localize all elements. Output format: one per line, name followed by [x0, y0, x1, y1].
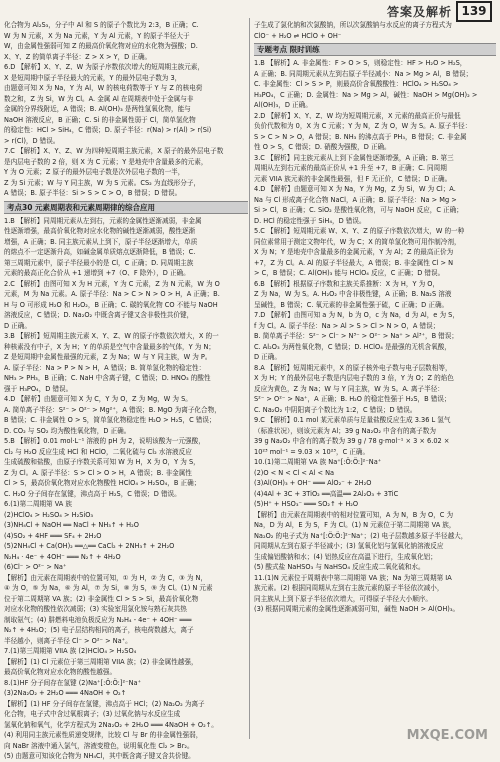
right-column-line: (3)Al(OH)₃ + OH⁻ ═══ AlO₂⁻ + 2H₂O [254, 479, 372, 487]
right-column-line: (5)H⁺ + HSO₃⁻ ═══ SO₂↑ + H₂O [254, 500, 359, 508]
right-column-line: 元素 VIIA 族元素的非金属性最强，但 F 无正价，C 错误；D 正确。 [254, 174, 452, 183]
left-column-line: W 为 N 元素，X 为 Na 元素，Y 为 Al 元素，Y 的原子半径大于 [4, 31, 190, 40]
left-column-line: 元素，M 为 Na 元素。A. 原子半径：Na > C > N > O > H，A 正确；B. [4, 290, 220, 298]
left-column-line: 5.B 【解析】0.01 mol·L⁻¹ 溶液的 pH 为 2，说明该酸为一元强酸， [4, 437, 205, 445]
right-column-line: Na 与 Cl 形成离子化合物 NaCl，A 正确；B. 原子半径：Na > Mg > [254, 195, 457, 204]
right-column-line: C. Na₂O₂ 中阴阳离子个数比为 1:2，C 错误；D 错误。 [254, 405, 417, 414]
left-column-line: 第三周期元素中，原子半径最小的是 Cl，C 正确；D. 同周期主族 [4, 258, 194, 267]
left-column-line: ④ 为 O，⑤ 为 Na，⑥ 为 Al，⑦ 为 Si，⑧ 为 S，⑨ 为 Cl。(1) N 元素 [4, 584, 213, 592]
right-column-line: 呈碱性，B 错误；C. 氧元素的非金属性强于硫，C 正确；D 正确。 [254, 300, 449, 309]
left-column-line: W，由金属性强弱可知 Z 的最高价氧化物对应的水化物为强酸；D. [4, 42, 198, 50]
left-column-line: 制取氨气；(4) 肼燃料电池负极反应为 N₂H₄ - 4e⁻ + 4OH⁻ ═══ [4, 615, 192, 624]
right-column-line: 族元素。(2) 根据同周期从左到右主族元素的原子半径依次减小， [254, 584, 444, 592]
right-column-line: C. 非金属性：Cl > S > P，则最高价含氧酸酸性：HClO₄ > H₂SO₄ > [254, 80, 459, 88]
left-column-line: 种核素没有中子，X 为 H；Y 的单质是空气中含量最多的气体，Y 为 N； [4, 342, 215, 351]
right-column-line: D. HCl 的稳定性强于 SiH₄，D 错误。 [254, 216, 366, 225]
left-column-line: 【解析】(1) HF 分子间存在氢键，沸点高于 HCl；(2) Na₂O₂ 为离子 [4, 699, 205, 708]
left-column-line: 1.B 【解析】同周期元素从左到右，元素的金属性逐渐减弱，非金属 [4, 216, 202, 225]
left-column-line: NH₃ > PH₃，B 正确；C. NaH 中含离子键，C 错误；D. HNO₃ 的酸性 [4, 374, 211, 382]
right-column-line: Al(OH)₃，D 正确。 [254, 101, 312, 109]
right-column-line: 8.A 【解析】短周期元素中，X 的原子核外电子数与电子层数相等， [254, 363, 452, 372]
left-column [4, 20, 248, 760]
right-column-line: 同位素常用于测定文物年代，W 为 C；X 的简单氢化物可用作制冷剂， [254, 237, 461, 246]
left-column-line: Cl > S，最高价氧化物对应水化物酸性 HClO₄ > H₂SO₄，B 正确； [4, 479, 201, 487]
watermark-logo: MXQE.COM [406, 728, 488, 743]
section-heading: 考点30 元素周期表和元素周期律的综合应用 [4, 201, 248, 214]
right-column-line: 9.C 【解析】0.1 mol 某元素单质与足量盐酸反应生成 3.36 L 氢气 [254, 416, 451, 424]
left-column-line: > r(Cl)，D 错误。 [4, 136, 60, 145]
left-column-line: 溶液反应，C 错误；D. Na₂O₂ 中既含离子键又含非极性共价键， [4, 311, 194, 319]
left-column-line: 3.B 【解析】短周期主族元素 X、Y、Z、W 的原子序数依次增大，X 的一 [4, 332, 219, 340]
left-column-line: 8.(1)HF 分子间存在氢键 (2)Na⁺[:Ö:Ö:]²⁻Na⁺ [4, 678, 142, 687]
right-column-line: 4.D 【解析】由题意可知 X 为 Na，Y 为 Mg，Z 为 Si，W 为 Cl；A. [254, 185, 456, 193]
left-column-line: A. 原子半径：Na > P > N > H，A 错误；B. 简单氢化物的稳定性： [4, 363, 206, 372]
right-column-line: S²⁻ > O²⁻ > Na⁺，A 正确；B. H₂O 的稳定性强于 H₂S，B 错误； [254, 395, 451, 403]
left-column-line: (5)2NH₄Cl + Ca(OH)₂ ══△══ CaCl₂ + 2NH₃↑ + 2H₂O [4, 542, 175, 550]
right-column-line: 【解析】由元素在周期表中的相对位置可知，A 为 N，B 为 O，C 为 [254, 510, 454, 519]
left-column-line: 性逐渐增强，最高价氧化物对应水化物的碱性逐渐减弱，酸性逐渐 [4, 227, 196, 235]
left-column-line: 数之和，Z 为 Si，W 为 Cl。A. 金属 Al 在周期表中处于金属与非 [4, 94, 194, 103]
left-column-line: 2.C 【解析】由图可知 X 为 H 元素，Y 为 C 元素，Z 为 N 元素，W 为 O [4, 279, 220, 288]
left-column-line: 增强，A 正确；B. 同主族元素从上到下，原子半径逐渐增大，单质 [4, 237, 198, 246]
right-column-line: X 为 H；Y 的最外层电子数是内层电子数的 3 倍，Y 为 O；Z 的焰色 [254, 374, 454, 382]
right-column-line: Z 为 Na，W 为 S。A. H₂O₂ 中含非极性键，A 正确；B. Na₂S 溶液 [254, 290, 452, 298]
right-column-line: (2)O < N < Cl < Al < Na [254, 468, 335, 477]
left-column-line: C. H₂O 分子间存在氢键，沸点高于 H₂S，C 错误；D 错误。 [4, 489, 181, 498]
left-column-line: (4)SO₂ + 4HF ═══ SF₄ + 2H₂O [4, 531, 102, 540]
section-heading: 专题考点 限时训练 [254, 43, 496, 56]
right-column-line: (4)4Al + 3C + 3TiO₂ ══高温══ 2Al₂O₃ + 3TiC [254, 489, 399, 498]
column-divider [249, 18, 250, 739]
left-column-line: D. CO₂ 与 SO₂ 均为酸性氧化物，D 正确。 [4, 426, 131, 435]
left-column-line: 生成硫酸和盐酸，由原子序数关系可知 W 为 H，X 为 O，Y 为 S， [4, 458, 200, 466]
left-column-line: 对应水化物的酸性依次减弱；(3) 实验室用氯化铵与熟石灰共热 [4, 605, 187, 613]
left-column-line: 6.(1)第二周期第 VA 族 [4, 500, 72, 508]
left-column-line: 的熔点不一定逐渐升高，如碱金属单质熔点逐渐降低，B 错误；C. [4, 248, 196, 256]
right-column-line: 2.D 【解析】X、Y、Z、W 均为短周期元素，X 元素的最高正价与最低 [254, 111, 461, 120]
left-column-line: 氢氧化钠和氧气，化学方程式为 2Na₂O₂ + 2H₂O ═══ 4NaOH + O₂↑。 [4, 720, 218, 729]
left-column-line: 4.D 【解析】由题意可知 X 为 C，Y 为 O，Z 为 Mg，W 为 S。 [4, 395, 192, 403]
left-column-line: 元素的最高正化合价从 +1 递增到 +7（O、F 除外），D 正确。 [4, 269, 190, 277]
left-column-line: A. 简单离子半径：S²⁻ > O²⁻ > Mg²⁺，A 错误；B. MgO 为离子化合物， [4, 405, 221, 414]
left-column-line: (2)HClO₄ > H₂SO₄ > H₂SiO₃ [4, 510, 94, 519]
right-column-line: 同主族从上到下原子半径依次增大，可得原子半径大小顺序。 [254, 594, 433, 603]
right-column-line: A 正确；B. 同周期元素从左到右原子半径减小：Na > Mg > Al，B 错误； [254, 69, 473, 78]
right-column [254, 20, 496, 741]
left-column-line: 【解析】(1) Cl 元素位于第三周期第 VIIA 族；(2) 非金属性越强， [4, 657, 198, 666]
right-column-line: 11.(1)N 元素位于周期表中第二周期第 VA 族；Na 为第三周期第 IA [254, 573, 452, 582]
right-column-line: X 为 N；Y 是地壳中含量最多的金属元素，Y 为 Al；Z 的最高正价为 [254, 248, 454, 256]
left-column-line: Z 是短周期中金属性最强的元素，Z 为 Na；W 与 Y 同主族，W 为 P。 [4, 353, 212, 361]
right-column-line: 10.(1)第二周期第 VA 族 Na⁺[:Ö:Ö:]²⁻Na⁺ [254, 458, 382, 466]
left-column-line: (4) 利用同主族元素性质递变规律，比较 Cl 与 Br 的非金属性强弱， [4, 731, 203, 739]
left-column-line: Z 为 Si 元素；W 与 Y 同主族，W 为 S 元素。CS₂ 为直线形分子， [4, 178, 201, 187]
left-column-line: 7.C 【解析】X、Y、Z、W 为四种短周期主族元素，X 原子的最外层电子数 [4, 147, 224, 155]
left-column-line: (5) 由题意可知该化合物为 NH₄Cl，其中既含离子键又含共价键。 [4, 752, 195, 760]
left-column-line: 是内层电子数的 2 倍，则 X 为 C 元素；Y 是地壳中含量最多的元素， [4, 157, 208, 166]
right-column-line: (3) 根据同周期元素的金属性逐渐减弱可知，碱性 NaOH > Al(OH)₃。 [254, 605, 460, 613]
right-column-line: Na₂O₂ 的电子式为 Na⁺[:Ö:Ö:]²⁻Na⁺；(2) 电子层数越多原子半径越大， [254, 531, 468, 540]
left-column-line: 【解析】由元素在周期表中的位置可知，① 为 H，② 为 C，③ 为 N， [4, 573, 208, 582]
left-column-line: 位于第二周期第 VA 族；(2) 非金属性 Cl > S > Si，最高价氧化物 [4, 594, 199, 603]
right-column-line: 6.B 【解析】根据原子序数和主族关系推断：X 为 H，Y 为 O， [254, 279, 440, 288]
right-column-line: 性 O > S，C 错误；D. 硝酸为强酸，D 正确。 [254, 143, 391, 151]
right-column-line: f 为 Cl。A. 原子半径：Na > Al > S > Cl > N > O，A 错误； [254, 321, 440, 330]
left-column-line: Cl₂ 与 H₂O 反应生成 HCl 和 HClO，二氧化硫与 Cl₂ 水溶液反应 [4, 447, 192, 456]
left-column-line: N₂H₄ · 4e⁻ + 4OH⁻ ═══ N₂↑ + 4H₂O [4, 552, 121, 561]
right-column-line: Na，D 为 Al，E 为 S，F 为 Cl。(1) N 元素位于第二周期第 VA 族， [254, 521, 456, 529]
right-column-line: 7.D 【解析】由图可知 a 为 N，b 为 O，c 为 Na，d 为 Al，e 为 S， [254, 311, 459, 319]
right-column-line: 生成偏铝酸钠和水；(4) 铝热反应在高温下进行，生成氧化铝； [254, 552, 437, 561]
left-column-line: Z 为 Cl。A. 原子半径：S > Cl > O > H，A 错误；B. 非金属性 [4, 468, 192, 477]
right-column-line: 反应为黄色，Z 为 Na；W 与 Y 同主族，W 为 S。A. 离子半径： [254, 384, 444, 393]
left-column-line: 金属的分界线附近，A 错误；B. Al(OH)₃ 是两性氢氧化物，能与 [4, 105, 191, 113]
left-column-line: X、Y、Z 的简单离子半径：Z > X > Y，D 正确。 [4, 52, 152, 61]
left-column-line: 6.D 【解析】X、Y、Z、W 为原子序数依次增大的短周期主族元素， [4, 63, 204, 71]
left-column-line: 半径越小，则离子半径 Cl⁻ > O²⁻ > Na⁺。 [4, 636, 132, 645]
right-column-line: B. 简单离子半径：S²⁻ > Cl⁻ > N³⁻ > O²⁻ > Na⁺ > Al³⁺，B 错误； [254, 332, 458, 340]
right-column-line: 周期从左到右元素的最高正价从 +1 升至 +7，B 正确；C. 同周期 [254, 164, 447, 172]
right-column-line: 3.C 【解析】同主族元素从上到下金属性逐渐增强，A 正确；B. 第三 [254, 153, 454, 162]
right-column-line: 负价代数和为 0，X 为 C 元素；Y 为 N，Z 为 O，W 为 S。A. 原子半径： [254, 122, 472, 130]
left-column-line: (6)Cl⁻ > O²⁻ > Na⁺ [4, 563, 67, 571]
left-column-line: 强于 H₃PO₄，D 错误。 [4, 384, 73, 393]
left-column-line: 7.(1)第三周期第 VIIA 族 (2)HClO₄ > H₂SO₄ [4, 647, 137, 655]
right-column-line: C. Al₂O₃ 为两性氧化物，C 错误；D. HClO₄ 是最强的无机含氧酸， [254, 342, 451, 351]
right-column-line: 子生成了氯化钠和次氯酸钠，所以次氯酸钠与水反应的离子方程式为 [254, 21, 452, 29]
left-column-line: 由题意可知 X 为 Na，Y 为 Al，W 的核电荷数等于 Y 与 Z 的核电荷 [4, 84, 203, 92]
right-column-line: 39 g Na₂O₂ 中含有的离子数为 39 g / 78 g·mol⁻¹ × 3 × 6.02 × [254, 437, 450, 445]
right-column-line: 5.C 【解析】短周期元素 W、X、Y、Z 的原子序数依次增大，W 的一种 [254, 227, 465, 235]
right-column-line: H₃PO₄，C 正确；D. 金属性：Na > Mg > Al，碱性：NaOH > Mg(OH)₂ > [254, 90, 478, 99]
left-column-line: 最高价氧化物对应水化物的酸性越强。 [4, 668, 117, 676]
right-column-line: ClO⁻ + H₂O ⇌ HClO + OH⁻ [254, 31, 342, 40]
right-column-line: D 正确。 [254, 353, 281, 361]
left-column-line: X 是短周期中原子半径最大的元素，Y 的最外层电子数为 3， [4, 73, 182, 82]
page-number: 139 [456, 1, 492, 22]
left-column-line: H 与 O 可形成 H₂O 和 H₂O₂，B 正确；C. 碳的氧化物 CO 不能与 NaOH [4, 300, 218, 309]
page-header [0, 0, 500, 22]
right-column-line: 同周期从左到右原子半径减小；(3) 氢氧化铝与氢氧化钠溶液反应 [254, 542, 444, 550]
left-column-line: (3)2Na₂O₂ + 2H₂O ═══ 4NaOH + O₂↑ [4, 689, 127, 697]
left-column-line: B 错误；C. 非金属性 O > S，简单氢化物稳定性 H₂O > H₂S，C 错误； [4, 416, 216, 424]
right-column-line: S > C > N > O，A 错误；B. NH₃ 的沸点高于 PH₃，B 错误；C. 非金属 [254, 132, 467, 141]
left-column-line: (3)NH₄Cl + NaOH ══ NaCl + NH₃↑ + H₂O [4, 521, 139, 529]
right-column-line: 10²³ mol⁻¹ = 9.03 × 10²³，C 正确。 [254, 447, 370, 456]
left-column-line: D 正确。 [4, 321, 31, 330]
left-column-line: NaOH 溶液反应，B 正确；C. Si 的非金属性弱于 Cl，简单氢化物 [4, 115, 196, 124]
header-title: 答案及解析 [386, 5, 452, 19]
left-column-line: 的稳定性：HCl > SiH₄，C 错误；D. 原子半径：r(Na) > r(Al) > r(Si) [4, 126, 212, 134]
left-column-line: Y 为 O 元素；Z 原子的最外层电子数是次外层电子数的一半， [4, 168, 185, 176]
right-column-line: +7，Z 为 Cl。A. Al 的原子半径最大，A 错误；B. 非金属性 Cl > N [254, 258, 454, 267]
left-column-line: 化合物，电子式中含过氧根离子；(3) 过氧化钠与水反应生成 [4, 710, 181, 718]
right-column-line: (5) 酸式盐 NaHSO₃ 与 NaHSO₄ 反应生成二氧化硫和水。 [254, 563, 425, 571]
right-column-line: Si > Cl，B 正确；C. SiO₂ 是酸性氧化物，可与 NaOH 反应，C 正确； [254, 206, 463, 214]
right-column-line: 1.B 【解析】A. 非金属性：F > O > S，则稳定性：HF > H₂O > H₂S， [254, 59, 467, 67]
left-column-line: 化合物为 Al₂S₃，分子中 Al 和 S 的原子个数比为 2:3，B 正确；C. [4, 21, 199, 29]
left-column-line: N₂↑ + 4H₂O；(5) 电子层结构相同的离子，核电荷数越大，离子 [4, 626, 194, 634]
left-column-line: 向 NaBr 溶液中通入氯气，溶液变橙色，说明氧化性 Cl₂ > Br₂。 [4, 741, 194, 750]
right-column-line: （标准状况），则该元素为 Al；39 g Na₂O₂ 中含有的离子数为 [254, 426, 436, 435]
left-column-line: A 错误；B. 原子半径：Si > S > C > O，B 错误；D 错误。 [4, 189, 182, 197]
right-column-line: > C，B 错误；C. Al(OH)₃ 能与 HClO₄ 反应，C 正确；D 错误。 [254, 269, 445, 277]
